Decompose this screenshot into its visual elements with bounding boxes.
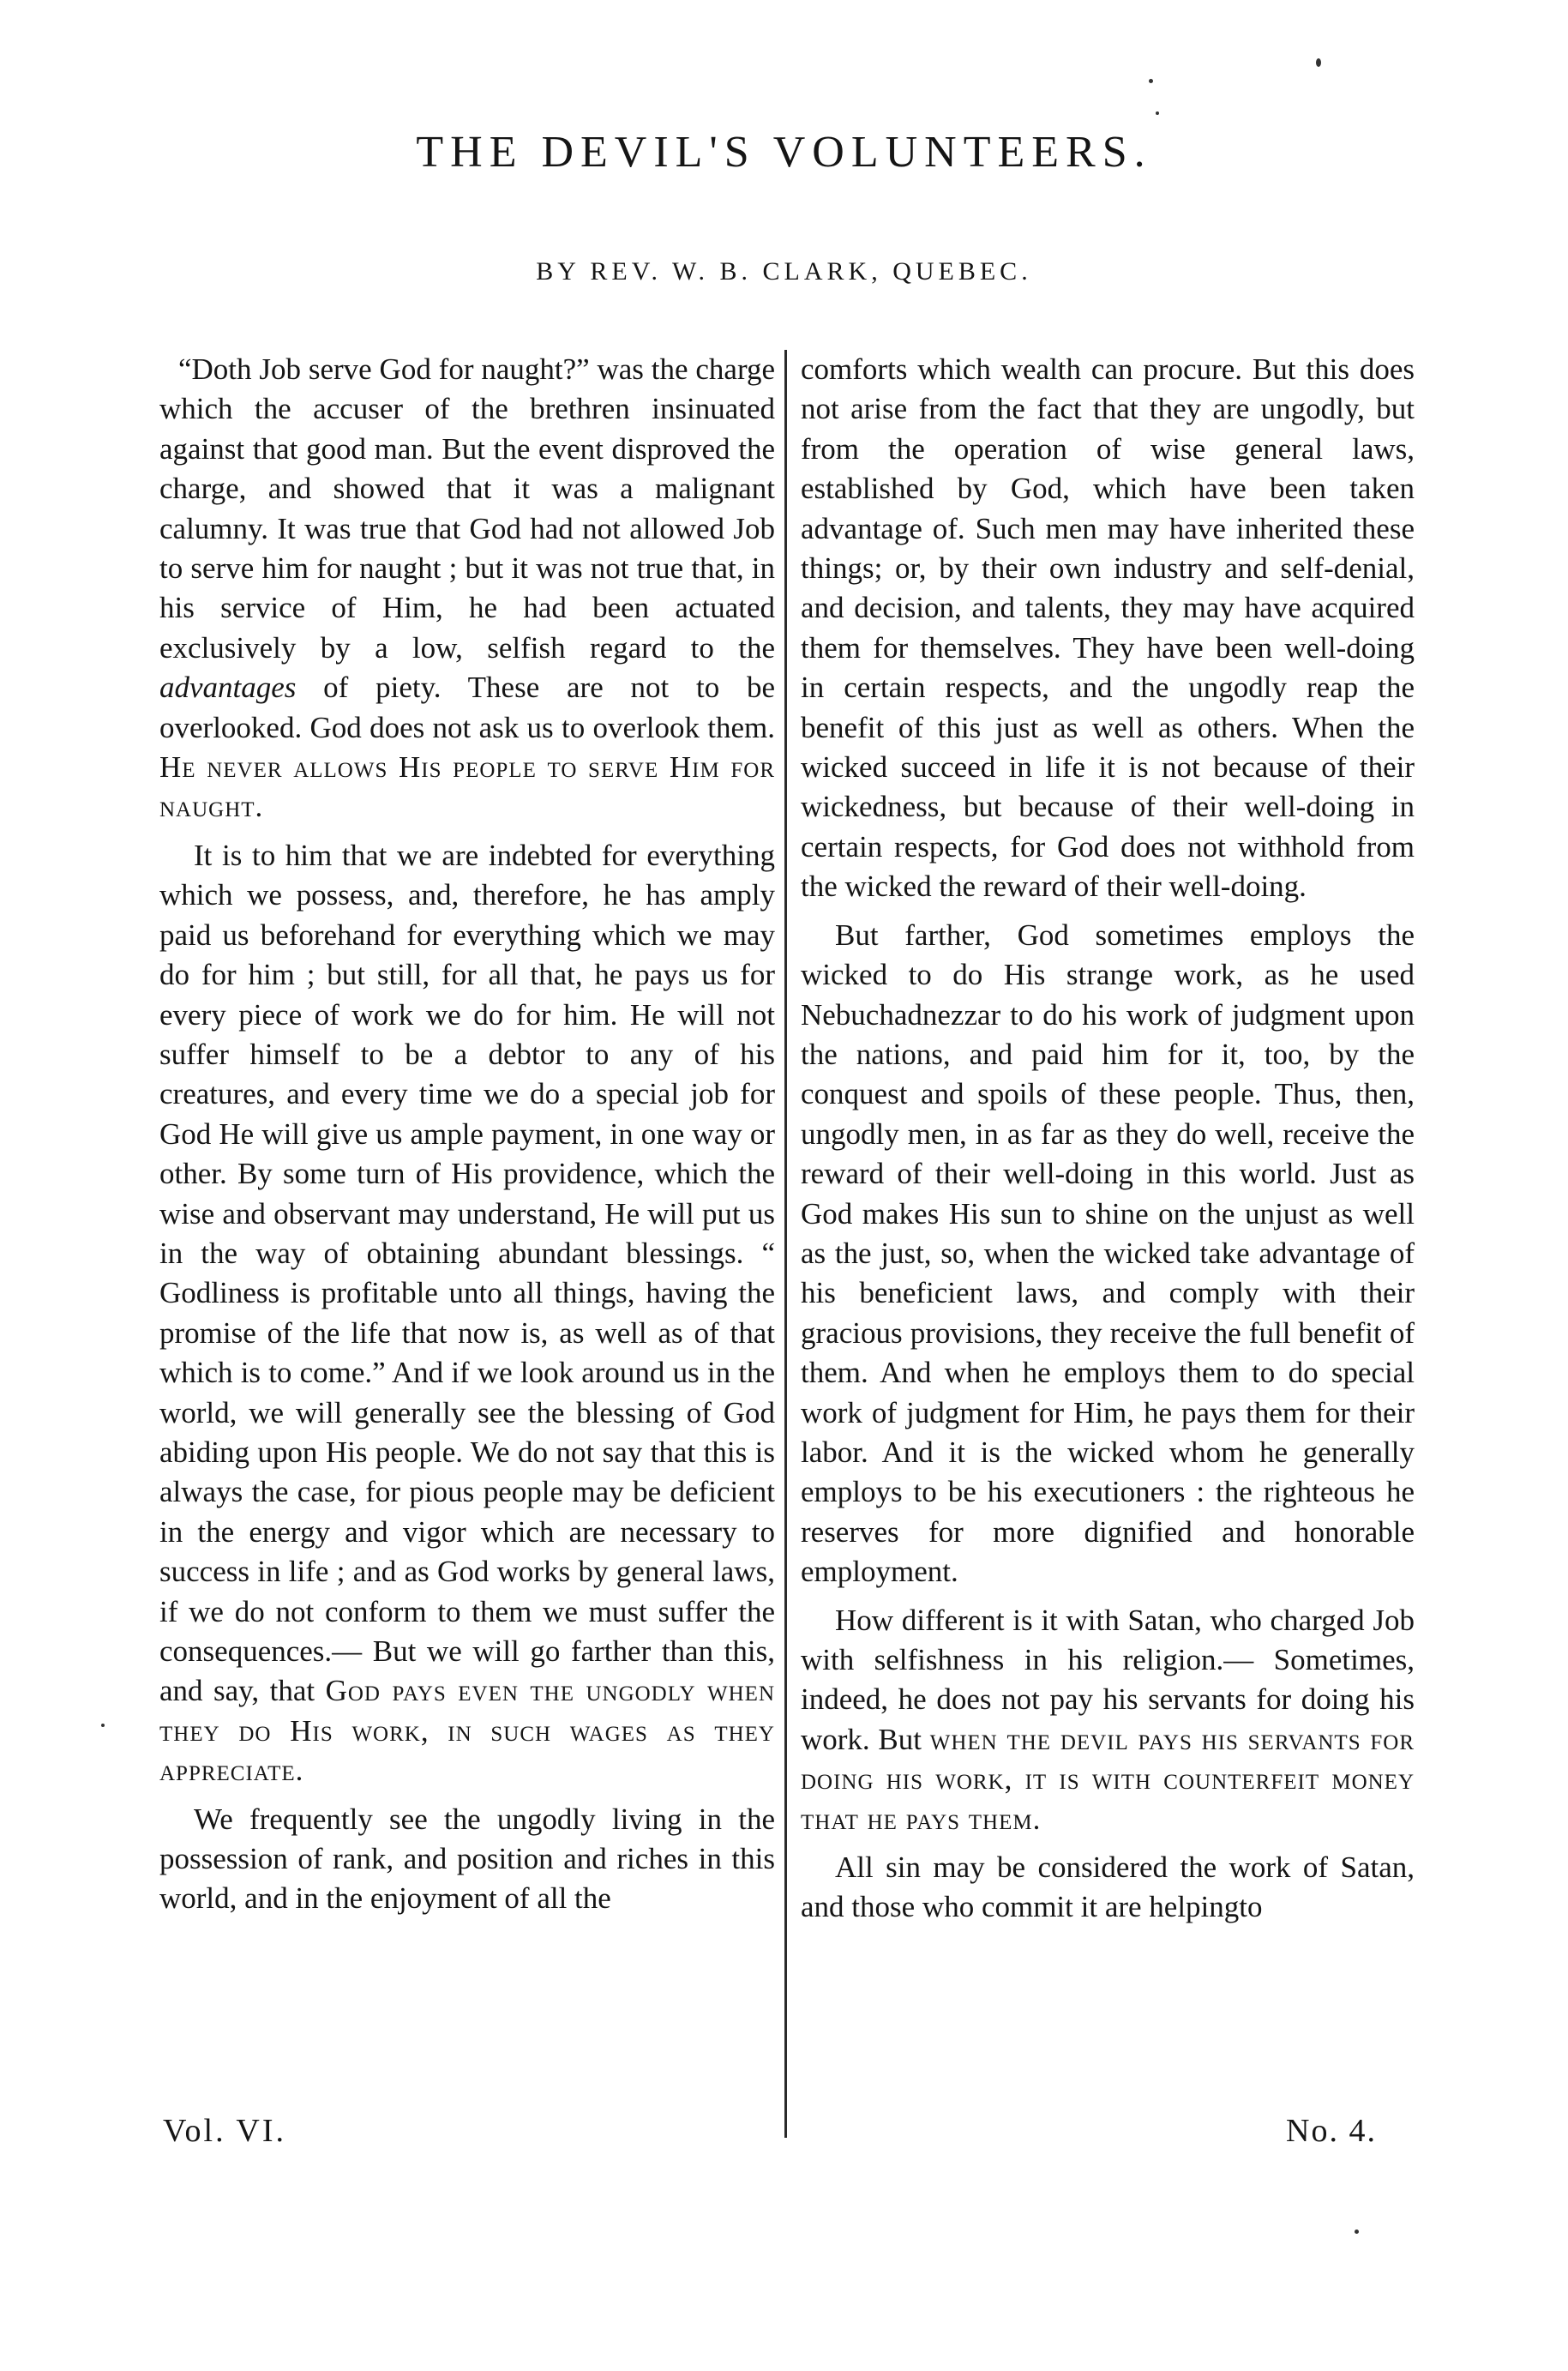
volume-label: Vol. VI. (163, 2113, 287, 2149)
small-caps-emphasis: God pays even the ungodly when they do His work, in such wages as they appreciate. (159, 1674, 776, 1788)
paragraph-text: We frequently see the ungodly living in the possession of rank, and position and riches in this world, and in the enjoyment of all the (159, 1802, 775, 1916)
author-byline: BY REV. W. B. CLARK, QUEBEC. (536, 257, 1032, 286)
paragraph-text: It is to him that we are indebted for everything which we possess, and, therefore, he has amply paid us beforehand for everything which we may do for him ; but still, for all that, he pays us for every piece of work we do for him. He will not suffer himself to be a debtor to any of his creatures, and every time we do a special job for God He will give us ample payment, in one way or other. By some turn of His providence, which the wise and observant may understand, He will put us in the way of obtaining abundant blessings. “ Godliness is profitable unto all things, having the promise of the life that now is, as well as of that which is to come.” And if we look around us in the world, we will generally see the blessing of God abiding upon His people. We do not say that this is always the case, for pious people may be deficient in the energy and vigor which are necessary to success in life ; and as God works by general laws, if we do not conform to them we must suffer the consequences.— But we will go farther than this, and say, that (159, 838, 775, 1708)
paragraph (801, 1848, 1415, 1928)
paragraph (159, 836, 775, 1791)
paragraph (159, 350, 775, 827)
paragraph-text: comforts which wealth can procure. But this does not arise from the fact that they are ungodly, but from the operation of wise general laws, established by God, which have been taken advantage of. Such men may have inherited these things; or, by their own industry and self-denial, and decision, and talents, they may have acquired them for themselves. They have been well-doing in certain respects, and the ungodly reap the benefit of this just as well as others. When the wicked succeed in life it is not because of their wickedness, but because of their well-doing in certain respects, for God does not withhold from the wicked the reward of their well-doing. (801, 352, 1415, 904)
small-caps-emphasis: He never allows His people to serve Him for naught. (159, 750, 775, 824)
left-column (159, 350, 775, 1919)
print-speck (1316, 58, 1321, 67)
right-column (801, 350, 1415, 1928)
print-speck (101, 1724, 105, 1727)
print-speck (1156, 111, 1159, 115)
column-divider (784, 350, 787, 2138)
paragraph-text: How different is it with Satan, who charged Job with selfishness in his religion.— Sometimes, indeed, he does not pay his servants for doing his work. But (801, 1603, 1415, 1756)
paragraph-text: of piety. These are not to be overlooked. God does not ask us to overlook them. (159, 671, 775, 744)
emphasized-text: advantages (159, 671, 297, 705)
paragraph (801, 916, 1415, 1592)
paragraph (159, 1800, 775, 1919)
print-speck (1149, 79, 1153, 83)
paragraph (801, 350, 1415, 907)
paragraph (801, 1601, 1415, 1839)
small-caps-emphasis: when the devil pays his servants for doing his work, it is with counterfeit money that he pays them. (801, 1722, 1415, 1836)
paragraph-text: “Doth Job serve God for naught?” was the charge which the accuser of the brethren insinuated against that good man. But the event disproved the charge, and showed that it was a malignant calumny. It was true that God had not allowed Job to serve him for naught ; but it was not true that, in his service of Him, he had been actuated exclusively by a low, selfish regard to the (159, 352, 775, 665)
issue-number: No. 4. (1286, 2113, 1377, 2149)
print-speck (1355, 2230, 1359, 2234)
paragraph-text: All sin may be considered the work of Satan, and those who commit it are helpingto (801, 1850, 1415, 1924)
paragraph-text: But farther, God sometimes employs the wicked to do His strange work, as he used Nebuchadnezzar to do his work of judgment upon the nations, and paid him for it, too, by the conquest and spoils of these people. Thus, then, ungodly men, in as far as they do well, receive the reward of their well-doing in this world. Just as God makes His sun to shine on the unjust as well as the just, so, when the wicked take advantage of his beneficient laws, and comply with their gracious provisions, they receive the full benefit of them. And when he employs them to do special work of judgment for Him, he pays them for their labor. And it is the wicked whom he generally employs to be his executioners : the righteous he reserves for more dignified and honorable employment. (801, 918, 1415, 1589)
article-title: THE DEVIL'S VOLUNTEERS. (416, 128, 1152, 177)
